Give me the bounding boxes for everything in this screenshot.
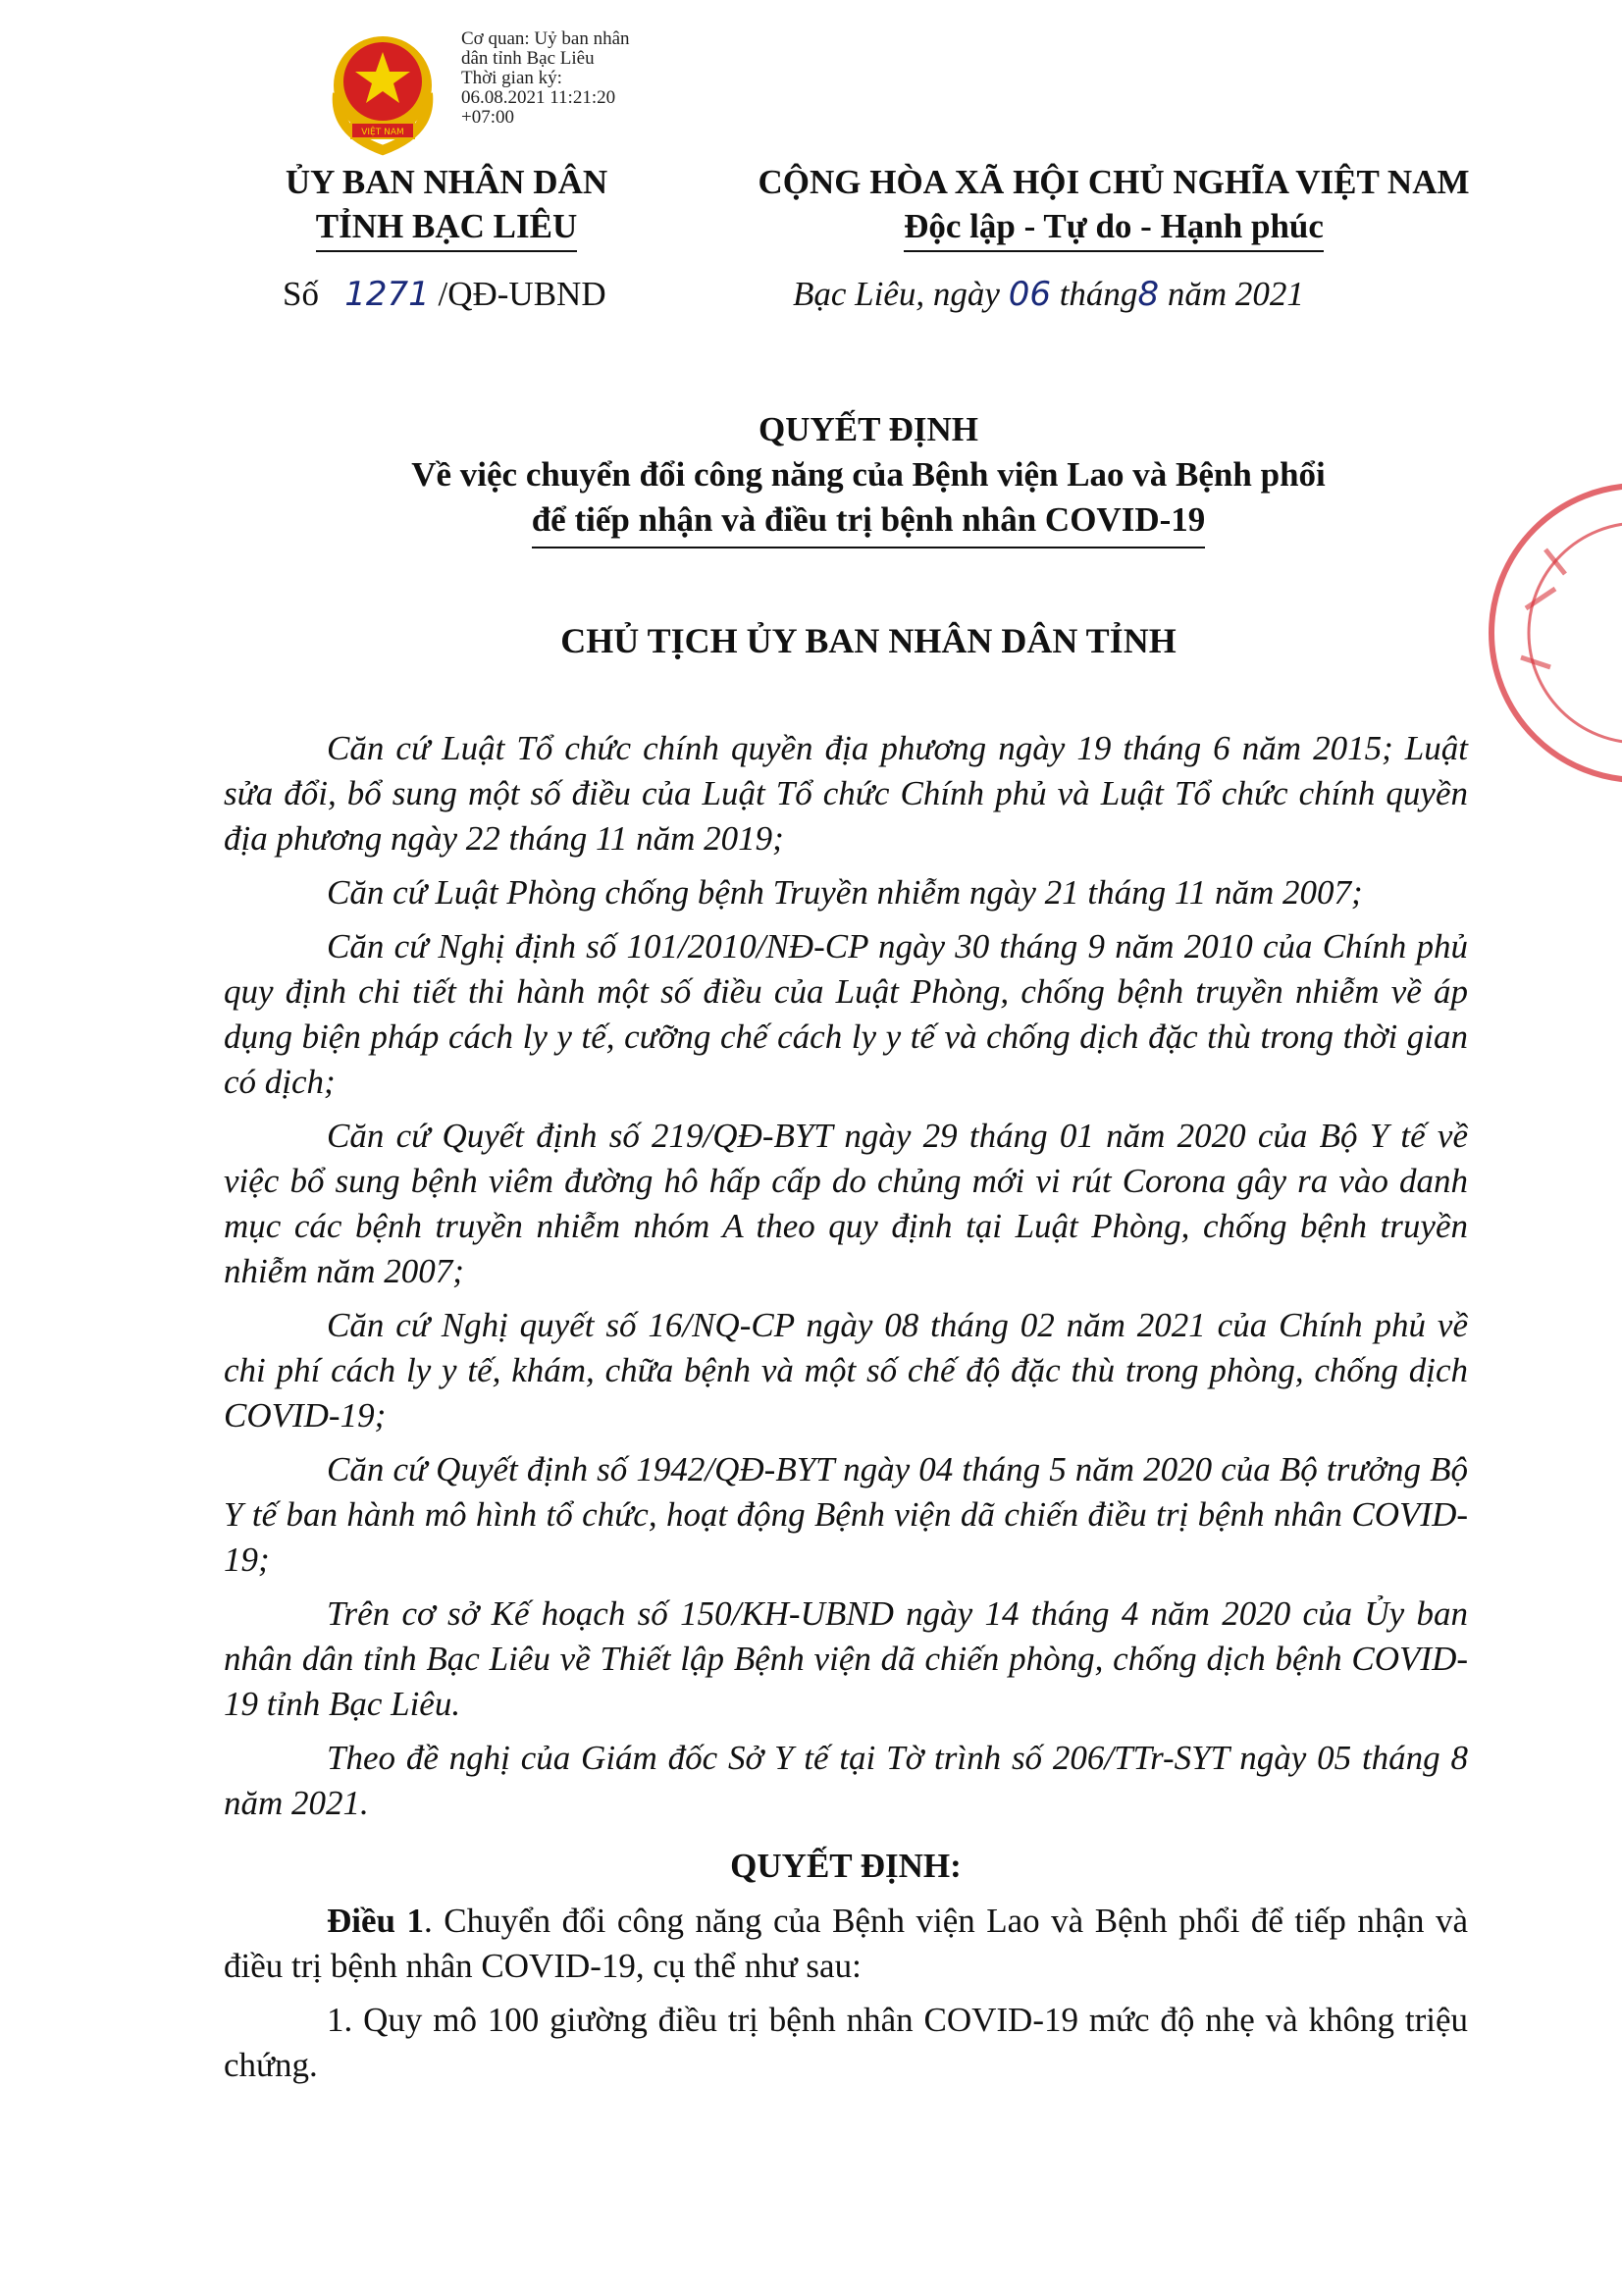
legal-basis-3: Căn cứ Nghị định số 101/2010/NĐ-CP ngày 30 tháng 9 năm 2010 của Chính phủ quy định chi tiết thi hành một số điều của Luật Phòng, chống bệnh truyền nhiễm về áp dụng biện pháp cách ly y tế, cưỡng chế cách ly y tế và chống dịch đặc thù trong thời gian có dịch; bbox=[224, 927, 1468, 1101]
national-emblem-icon bbox=[324, 25, 442, 162]
legal-basis-7: Trên cơ sở Kế hoạch số 150/KH-UBND ngày 14 tháng 4 năm 2020 của Ủy ban nhân dân tỉnh Bạc Liêu về Thiết lập Bệnh viện dã chiến phòng, chống dịch bệnh COVID-19 tỉnh Bạc Liêu. bbox=[224, 1594, 1468, 1723]
legal-basis-4: Căn cứ Quyết định số 219/QĐ-BYT ngày 29 tháng 01 năm 2020 của Bộ Y tế về việc bổ sung bệnh viêm đường hô hấp cấp do chủng mới vi rút Corona gây ra vào danh mục các bệnh truyền nhiễm nhóm A theo quy định tại Luật Phòng, chống bệnh truyền nhiễm năm 2007; bbox=[224, 1117, 1468, 1290]
red-seal-stamp bbox=[1467, 461, 1622, 805]
legal-basis-1: Căn cứ Luật Tổ chức chính quyền địa phương ngày 19 tháng 6 năm 2015; Luật sửa đổi, bổ sung một số điều của Luật Tổ chức Chính phủ và Luật Tổ chức chính quyền địa phương ngày 22 tháng 11 năm 2019; bbox=[224, 729, 1468, 858]
chairman-heading: CHỦ TỊCH ỦY BAN NHÂN DÂN TỈNH bbox=[560, 621, 1177, 660]
legal-basis-2: Căn cứ Luật Phòng chống bệnh Truyền nhiễm ngày 21 tháng 11 năm 2007; bbox=[327, 873, 1363, 912]
svg-text:VIỆT NAM: VIỆT NAM bbox=[361, 128, 404, 137]
decision-heading: QUYẾT ĐỊNH: bbox=[730, 1847, 962, 1885]
legal-basis-8: Theo đề nghị của Giám đốc Sở Y tế tại Tờ trình số 206/TTr-SYT ngày 05 tháng 8 năm 2021. bbox=[224, 1739, 1468, 1822]
document-title: QUYẾT ĐỊNH Về việc chuyển đổi công năng của Bệnh viện Lao và Bệnh phổi để tiếp nhận và điều trị bệnh nhân COVID-19 bbox=[294, 407, 1442, 548]
national-motto: CỘNG HÒA XÃ HỘI CHỦ NGHĨA VIỆT NAM Độc lập - Tự do - Hạnh phúc bbox=[682, 160, 1545, 252]
document-body bbox=[224, 726, 1468, 2097]
legal-basis-5: Căn cứ Nghị quyết số 16/NQ-CP ngày 08 tháng 02 năm 2021 của Chính phủ về chi phí cách ly y tế, khám, chữa bệnh và một số chế độ đặc thù trong phòng, chống dịch COVID-19; bbox=[224, 1306, 1468, 1435]
document-date: Bạc Liêu, ngày 06 tháng8 năm 2021 bbox=[793, 275, 1304, 314]
digital-signature-info: Cơ quan: Uỷ ban nhân dân tỉnh Bạc Liêu Thời gian ký: 06.08.2021 11:21:20 +07:00 bbox=[461, 28, 630, 128]
document-number: Số 1271 /QĐ-UBND bbox=[283, 275, 606, 314]
article-1: Điều 1. Chuyển đổi công năng của Bệnh viện Lao và Bệnh phổi để tiếp nhận và điều trị bệnh nhân COVID-19, cụ thể như sau: bbox=[224, 1902, 1468, 1985]
legal-basis-6: Căn cứ Quyết định số 1942/QĐ-BYT ngày 04 tháng 5 năm 2020 của Bộ trưởng Bộ Y tế ban hành mô hình tổ chức, hoạt động Bệnh viện dã chiến điều trị bệnh nhân COVID-19; bbox=[224, 1450, 1468, 1579]
article-1-item-1: 1. Quy mô 100 giường điều trị bệnh nhân COVID-19 mức độ nhẹ và không triệu chứng. bbox=[224, 2001, 1468, 2084]
issuing-organization: ỦY BAN NHÂN DÂN TỈNH BẠC LIÊU bbox=[226, 160, 667, 252]
